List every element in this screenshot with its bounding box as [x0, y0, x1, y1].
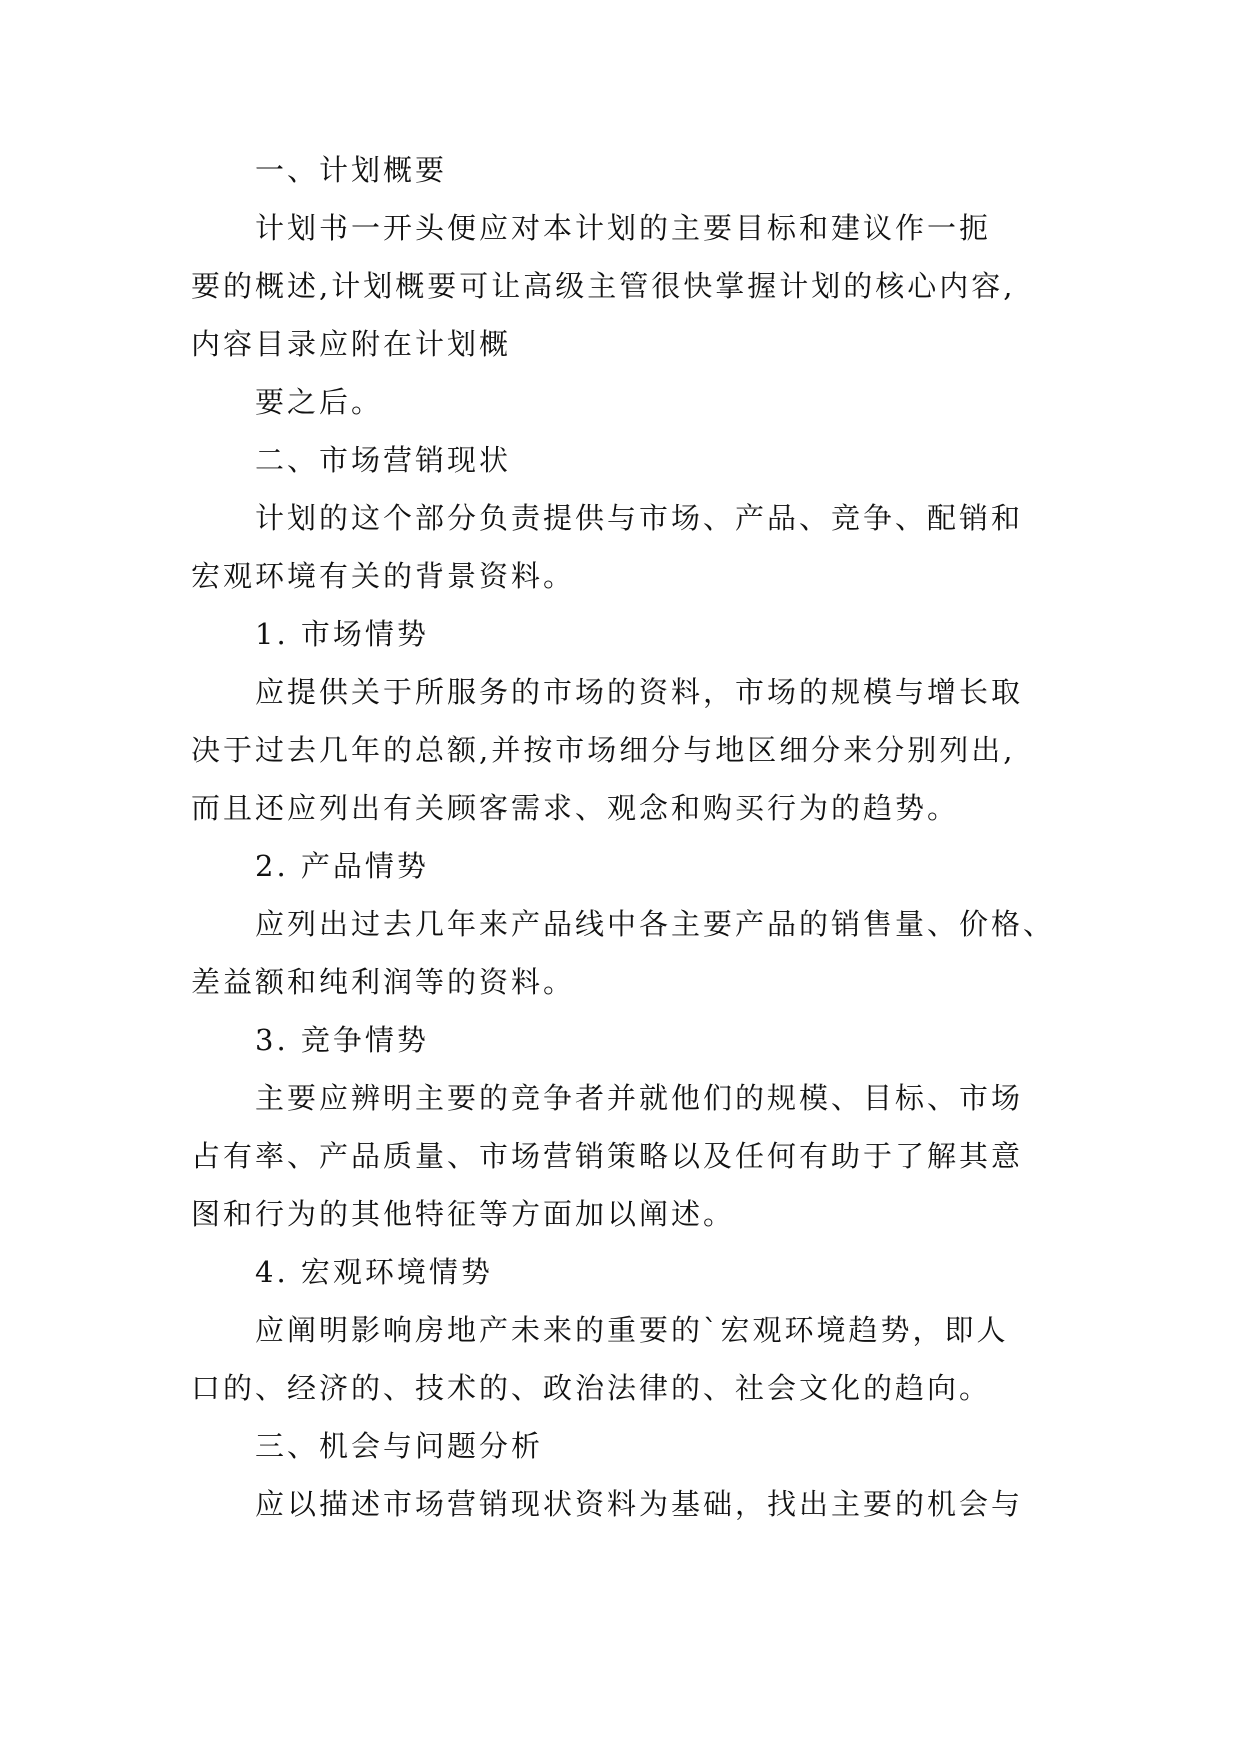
- subheading-market-situation: 1. 市场情势: [255, 617, 429, 651]
- paragraph-line: 计划书一开头便应对本计划的主要目标和建议作一扼: [255, 211, 992, 245]
- paragraph-line: 要的概述,计划概要可让高级主管很快掌握计划的核心内容,: [191, 269, 1016, 303]
- paragraph-line: 应阐明影响房地产未来的重要的`宏观环境趋势，即人: [255, 1313, 1009, 1347]
- paragraph-line: 应以描述市场营销现状资料为基础，找出主要的机会与: [255, 1487, 1024, 1521]
- paragraph-line: 占有率、产品质量、市场营销策略以及任何有助于了解其意: [191, 1139, 1024, 1173]
- paragraph-line: 要之后。: [255, 385, 384, 419]
- subheading-macro-environment: 4. 宏观环境情势: [255, 1255, 493, 1289]
- paragraph-line: 图和行为的其他特征等方面加以阐述。: [191, 1197, 736, 1231]
- paragraph-line: 差益额和纯利润等的资料。: [191, 965, 576, 999]
- subheading-competition-situation: 3. 竞争情势: [255, 1023, 429, 1057]
- paragraph-line: 决于过去几年的总额,并按市场细分与地区细分来分别列出,: [191, 733, 1016, 767]
- heading-opportunity-analysis: 三、机会与问题分析: [255, 1429, 544, 1463]
- paragraph-line: 计划的这个部分负责提供与市场、产品、竞争、配销和: [255, 501, 1024, 535]
- heading-market-status: 二、市场营销现状: [255, 443, 512, 477]
- subheading-product-situation: 2. 产品情势: [255, 849, 429, 883]
- paragraph-line: 内容目录应附在计划概: [191, 327, 512, 361]
- paragraph-line: 应提供关于所服务的市场的资料，市场的规模与增长取: [255, 675, 1024, 709]
- heading-plan-summary: 一、计划概要: [255, 153, 448, 187]
- paragraph-line: 而且还应列出有关顾客需求、观念和购买行为的趋势。: [191, 791, 960, 825]
- paragraph-line: 应列出过去几年来产品线中各主要产品的销售量、价格、: [255, 907, 1056, 941]
- paragraph-line: 主要应辨明主要的竞争者并就他们的规模、目标、市场: [255, 1081, 1024, 1115]
- paragraph-line: 宏观环境有关的背景资料。: [191, 559, 576, 593]
- paragraph-line: 口的、经济的、技术的、政治法律的、社会文化的趋向。: [191, 1371, 992, 1405]
